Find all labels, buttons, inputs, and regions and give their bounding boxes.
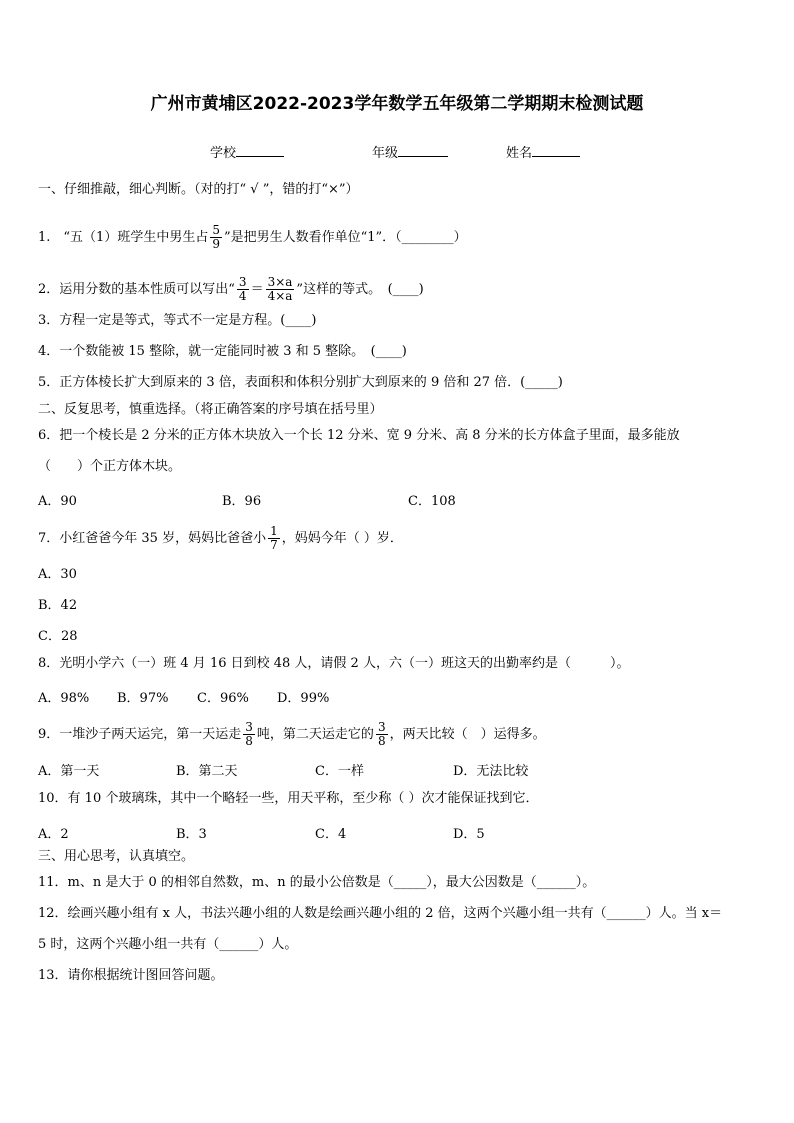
q2-text-post: ”这样的等式。 (____): [296, 282, 424, 297]
question-10: 10．有 10 个玻璃珠，其中一个略轻一些，用天平称，至少称（ ）次才能保证找到它．: [38, 791, 539, 806]
question-6-line-2: （ ）个正方体木块。: [38, 459, 182, 474]
q9-option-d: D．无法比较: [453, 764, 529, 779]
name-label: 姓名: [506, 146, 533, 161]
q7-denominator: 7: [270, 538, 278, 552]
section-1-heading: 一、仔细推敲，细心判断。（对的打“ √ ”，错的打“×”）: [38, 182, 359, 197]
q1-numerator: 5: [212, 223, 220, 237]
q9-denominator-1: 8: [245, 734, 253, 748]
q6-option-c: C．108: [408, 494, 456, 509]
q7-option-a: A．30: [38, 567, 77, 582]
q2-numerator-2: 3×a: [267, 275, 293, 289]
school-blank: [236, 143, 284, 157]
q7-fraction: [268, 525, 280, 552]
q1-text-post: ”是把男生人数看作单位“1”．（________）: [223, 230, 467, 245]
q8-option-a: A．98%: [38, 691, 90, 706]
q9-option-c: C．一样: [315, 764, 364, 779]
q9-numerator-1: 3: [245, 720, 253, 734]
grade-blank: [398, 143, 448, 157]
q10-option-b: B．3: [176, 827, 207, 842]
question-1: [38, 224, 467, 251]
question-9: [38, 721, 546, 748]
q9-text-pre: 9．一堆沙子两天运完，第一天运走: [38, 727, 242, 742]
q1-denominator: 9: [212, 237, 220, 251]
q2-denominator-2: 4×a: [267, 289, 293, 303]
section-3-heading: 三、用心思考，认真填空。: [38, 849, 195, 864]
q2-numerator-1: 3: [238, 275, 247, 289]
question-2: [38, 276, 424, 303]
page-title: 广州市黄埔区2022-2023学年数学五年级第二学期期末检测试题: [150, 94, 644, 114]
q8-option-b: B．97%: [117, 691, 169, 706]
q7-text-pre: 7．小红爸爸今年 35 岁，妈妈比爸爸小: [38, 531, 267, 546]
q7-option-b: B．42: [38, 598, 78, 613]
q8-option-c: C．96%: [197, 691, 249, 706]
q10-option-c: C．4: [315, 827, 347, 842]
q7-numerator: 1: [270, 524, 278, 538]
q2-fraction-2: [266, 276, 295, 303]
q9-fraction-1: [243, 721, 255, 748]
q9-fraction-2: [376, 721, 388, 748]
q7-text-post: ，妈妈今年（ ）岁．: [281, 531, 403, 546]
question-8: 8．光明小学六（一）班 4 月 16 日到校 48 人，请假 2 人，六（一）班这天的出勤率约是（ ）。: [38, 656, 630, 671]
school-field: [210, 142, 284, 161]
name-field: [506, 142, 580, 161]
q1-fraction: [210, 224, 222, 251]
q7-option-c: C．28: [38, 629, 78, 644]
question-3: 3．方程一定是等式，等式不一定是方程。(____): [38, 313, 317, 328]
question-7: [38, 525, 403, 552]
q1-text-pre: 1. “五（1）班学生中男生占: [38, 230, 209, 245]
q2-text-pre: 2．运用分数的基本性质可以写出“: [38, 282, 235, 297]
question-13: 13．请你根据统计图回答问题。: [38, 968, 224, 983]
school-label: 学校: [210, 146, 237, 161]
grade-field: [372, 142, 448, 161]
question-6-line-1: 6．把一个棱长是 2 分米的正方体木块放入一个长 12 分米、宽 9 分米、高 8 分米的长方体盒子里面，最多能放: [38, 428, 680, 443]
question-12-line-2: 5 时，这两个兴趣小组一共有（______）人。: [38, 937, 298, 952]
q6-option-a: A．90: [38, 494, 77, 509]
q9-numerator-2: 3: [377, 720, 386, 734]
q9-denominator-2: 8: [377, 734, 386, 748]
q2-equals: ＝: [250, 282, 264, 297]
grade-label: 年级: [372, 146, 399, 161]
q10-option-d: D．5: [453, 827, 485, 842]
question-4: 4．一个数能被 15 整除，就一定能同时被 3 和 5 整除。 (____): [38, 344, 407, 359]
q9-option-b: B．第二天: [176, 764, 238, 779]
q9-option-a: A．第一天: [38, 764, 100, 779]
name-blank: [532, 143, 580, 157]
section-2-heading: 二、反复思考，慎重选择。（将正确答案的序号填在括号里）: [38, 402, 383, 417]
q8-option-d: D．99%: [277, 691, 330, 706]
q9-text-post: ，两天比较（ ）运得多。: [389, 727, 546, 742]
question-12-line-1: 12．绘画兴趣小组有 x 人，书法兴趣小组的人数是绘画兴趣小组的 2 倍，这两个兴趣小组一共有（______）人。当 x＝: [38, 906, 723, 921]
q9-text-mid: 吨，第二天运走它的: [256, 727, 374, 742]
question-5: 5．正方体棱长扩大到原来的 3 倍，表面积和体积分别扩大到原来的 9 倍和 27 倍．(_____): [38, 375, 563, 390]
q10-option-a: A．2: [38, 827, 69, 842]
question-11: 11．m、n 是大于 0 的相邻自然数，m、n 的最小公倍数是（_____），最大公因数是（______）。: [38, 875, 596, 890]
q2-fraction-1: [237, 276, 249, 303]
q2-denominator-1: 4: [238, 289, 247, 303]
q6-option-b: B．96: [222, 494, 262, 509]
